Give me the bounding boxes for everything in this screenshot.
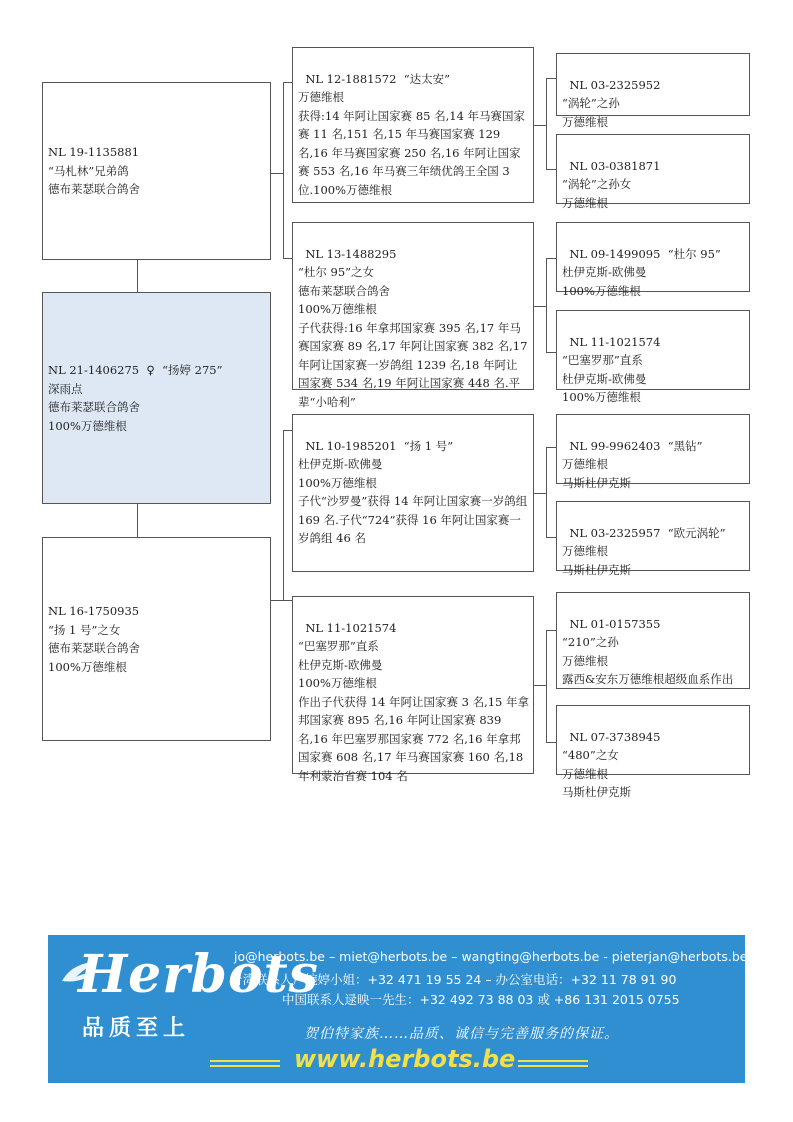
- divider: [518, 1065, 588, 1067]
- connector: [283, 258, 292, 259]
- connector: [534, 125, 546, 126]
- sire-sire-card: [292, 47, 534, 203]
- dam-dam-text: NL 11-1021574 “巴塞罗那”直系 杜伊克斯-欧佛曼 100%万德维根 作出子代获得 14 年阿让国家赛 3 名,15 年拿邦国家赛 895 名,16 年阿让国家赛 839 名,16 年巴塞罗那国家赛 772 名,16 年拿邦国家赛 608 名,17 年马赛国家赛 160 名,18 年利蒙治省赛 104 名: [298, 620, 530, 783]
- sire-dam-card: [292, 222, 534, 409]
- ancestor-card-5: [556, 414, 750, 490]
- connector: [283, 82, 292, 83]
- connector: [546, 78, 547, 169]
- connector: [137, 260, 138, 292]
- ancestor-card-2: [556, 134, 750, 210]
- ancestor-text-8: NL 07-3738945 “480”之女 万德维根 马斯杜伊克斯: [562, 729, 661, 799]
- taiwan-contact: 台湾联系人卢婉婷小姐：+32 471 19 55 24 – 办公室电话：+32 11 78 91 90: [230, 972, 677, 987]
- china-contact: 中国联系人逯映一先生：+32 492 73 88 03 或 +86 131 2015 0755: [282, 992, 680, 1007]
- contact-banner: [48, 935, 748, 1083]
- dam-dam-card: [292, 596, 534, 783]
- divider: [518, 1060, 588, 1062]
- sire-card: [42, 82, 271, 260]
- dam-sire-card: [292, 414, 534, 572]
- connector: [546, 78, 556, 79]
- sire-text: NL 19-1135881 “马札林”兄弟鸽 德布莱瑟联合鸽舍: [48, 145, 140, 197]
- ancestor-card-8: [556, 705, 750, 799]
- connector: [546, 169, 556, 170]
- ancestor-card-4: [556, 310, 750, 404]
- connector: [546, 630, 547, 742]
- ancestor-text-2: NL 03-0381871 “涡轮”之孙女 万德维根: [562, 158, 661, 210]
- dam-text: NL 16-1750935 “扬 1 号”之女 德布莱瑟联合鸽舍 100%万德维根: [48, 604, 140, 674]
- ancestor-text-3: NL 09-1499095 “杜尔 95” 杜伊克斯-欧佛曼 100%万德维根: [562, 246, 721, 298]
- connector: [546, 537, 556, 538]
- slogan: 贺伯特家族……品质、诚信与完善服务的保证。: [304, 1026, 619, 1042]
- sire-sire-text: NL 12-1881572 “达太安” 万德维根 获得:14 年阿让国家赛 85 名,14 年马赛国家赛 11 名,151 名,15 年马赛国家赛 129 名,16 年马赛国家赛 250 名,16 年阿让国家赛 553 名,16 年马赛三年绩优鸽王全国 3 位.100%万德维根: [298, 71, 526, 197]
- connector: [137, 504, 138, 537]
- connector: [546, 447, 547, 537]
- website-link[interactable]: www.herbots.be: [294, 1045, 516, 1073]
- motto: 品质至上: [82, 1016, 191, 1041]
- connector: [534, 493, 546, 494]
- subject-card: [42, 292, 271, 504]
- ancestor-card-7: [556, 592, 750, 689]
- ancestor-card-3: [556, 222, 750, 298]
- connector: [546, 630, 556, 631]
- connector: [546, 352, 556, 353]
- connector: [283, 82, 284, 258]
- connector: [534, 685, 546, 686]
- connector: [283, 430, 284, 600]
- ancestor-text-7: NL 01-0157355 “210”之孙 万德维根 露西&安东万德维根超级血系作出: [562, 616, 734, 686]
- connector: [534, 306, 546, 307]
- divider: [210, 1060, 280, 1062]
- connector: [283, 600, 292, 601]
- dam-card: [42, 537, 271, 741]
- connector: [271, 600, 283, 601]
- ancestor-text-5: NL 99-9962403 “黑钻” 万德维根 马斯杜伊克斯: [562, 438, 703, 490]
- connector: [271, 173, 283, 174]
- ancestor-card-6: [556, 501, 750, 577]
- subject-text: NL 21-1406275 ♀ “扬婷 275” 深雨点 德布莱瑟联合鸽舍 100%万德维根: [48, 363, 223, 433]
- sire-dam-text: NL 13-1488295 “杜尔 95”之女 德布莱瑟联合鸽舍 100%万德维根 子代获得:16 年拿邦国家赛 395 名,17 年马赛国家赛 89 名,17 年阿让国家赛 382 名,17 年阿让国家赛一岁鸽组 1239 名,18 年阿让国家赛 534 名,19 年阿让国家赛 448 名.平辈“小哈利”: [298, 246, 528, 409]
- ancestor-card-1: [556, 53, 750, 129]
- herbots-logo: Herbots: [78, 944, 319, 1005]
- connector: [283, 430, 292, 431]
- divider: [210, 1065, 280, 1067]
- connector: [546, 447, 556, 448]
- ancestor-text-1: NL 03-2325952 “涡轮”之孙 万德维根: [562, 77, 661, 129]
- connector: [546, 258, 547, 352]
- ancestor-text-6: NL 03-2325957 “欧元涡轮” 万德维根 马斯杜伊克斯: [562, 525, 726, 577]
- dam-sire-text: NL 10-1985201 “扬 1 号” 杜伊克斯-欧佛曼 100%万德维根 子代“沙罗曼”获得 14 年阿让国家赛一岁鸽组 169 名.子代“724”获得 16 年阿让国家赛一岁鸽组 46 名: [298, 438, 528, 545]
- email-line[interactable]: jo@herbots.be – miet@herbots.be – wangting@herbots.be - pieterjan@herbots.be: [234, 949, 748, 964]
- ancestor-text-4: NL 11-1021574 “巴塞罗那”直系 杜伊克斯-欧佛曼 100%万德维根: [562, 334, 661, 404]
- connector: [546, 258, 556, 259]
- connector: [546, 742, 556, 743]
